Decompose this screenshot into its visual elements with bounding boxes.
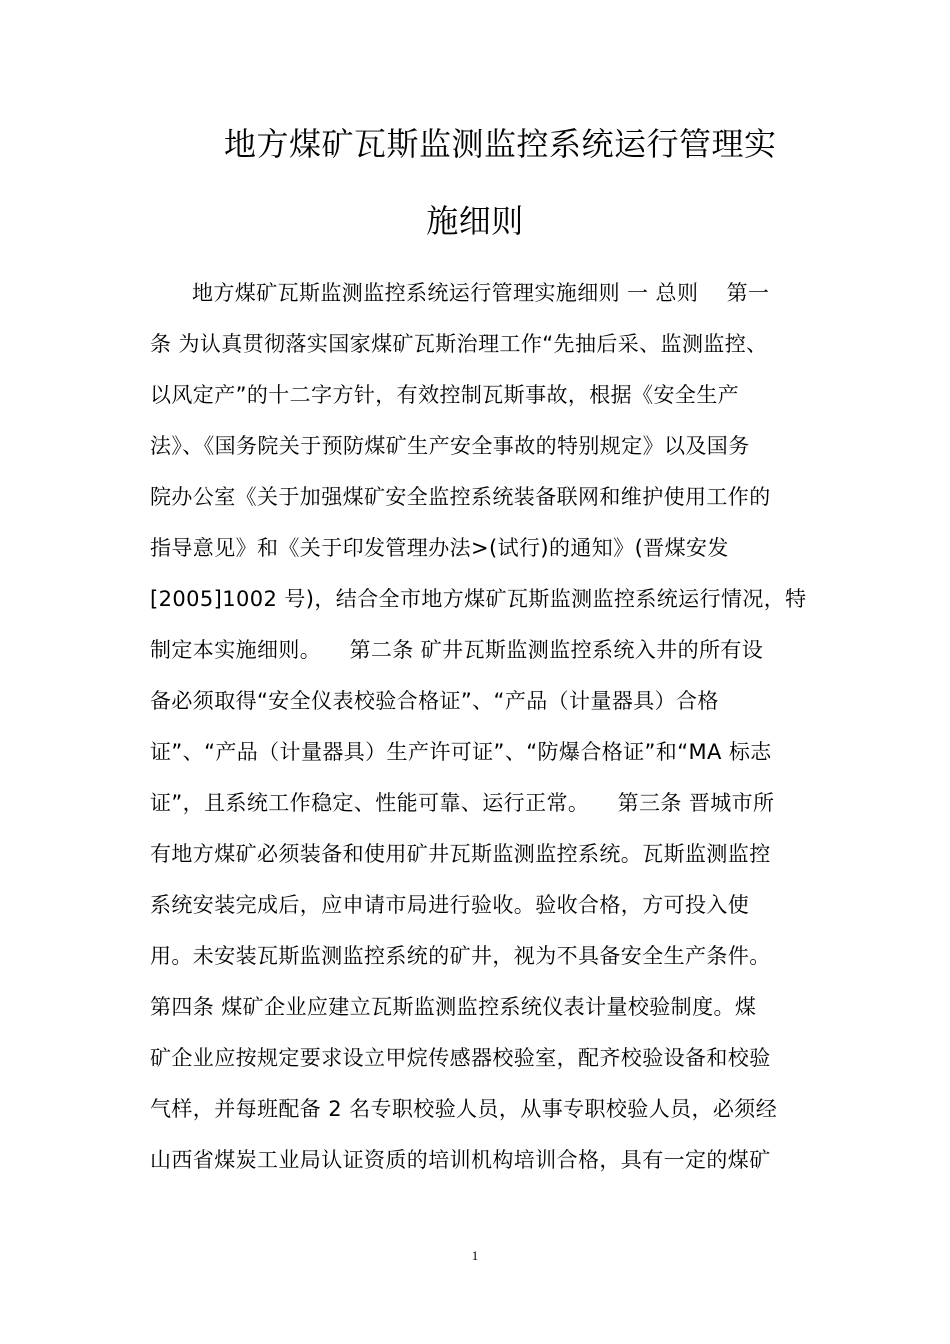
body-line: 院办公室《关于加强煤矿安全监控系统装备联网和维护使用工作的: [150, 485, 771, 509]
body-line: 矿企业应按规定要求设立甲烷传感器校验室，配齐校验设备和校验: [150, 1046, 771, 1070]
document-title-line-1: 地方煤矿瓦斯监测监控系统运行管理实: [224, 125, 777, 163]
body-line: 有地方煤矿必须装备和使用矿井瓦斯监测监控系统。瓦斯监测监控: [150, 842, 771, 866]
body-line: 备必须取得“安全仪表校验合格证”、“产品（计量器具）合格: [150, 689, 719, 713]
body-line: [2005]1002 号)，结合全市地方煤矿瓦斯监测监控系统运行情况，特: [150, 587, 807, 611]
body-line: 气样，并每班配备 2 名专职校验人员，从事专职校验人员，必须经: [150, 1097, 778, 1121]
body-line: 第四条 煤矿企业应建立瓦斯监测监控系统仪表计量校验制度。煤: [150, 995, 757, 1019]
page-number: 1: [471, 1248, 479, 1263]
body-line: 条 为认真贯彻落实国家煤矿瓦斯治理工作“先抽后采、监测监控、: [150, 332, 768, 356]
body-line: 制定本实施细则。 第二条 矿井瓦斯监测监控系统入井的所有设: [150, 638, 764, 662]
body-line: 地方煤矿瓦斯监测监控系统运行管理实施细则 一 总则 第一: [192, 281, 770, 305]
body-line: 山西省煤炭工业局认证资质的培训机构培训合格，具有一定的煤矿: [150, 1148, 771, 1172]
document-title-line-2: 施细则: [426, 202, 524, 240]
body-line: 法》、《国务院关于预防煤矿生产安全事故的特别规定》以及国务: [150, 434, 750, 458]
body-line: 用。未安装瓦斯监测监控系统的矿井，视为不具备安全生产条件。: [150, 944, 771, 968]
body-line: 系统安装完成后，应申请市局进行验收。验收合格，方可投入使: [150, 893, 750, 917]
body-line: 证”、“产品（计量器具）生产许可证”、“防爆合格证”和“MA 标志: [150, 740, 772, 764]
body-line: 证”，且系统工作稳定、性能可靠、运行正常。 第三条 晋城市所: [150, 791, 775, 815]
body-line: 以风定产”的十二字方针，有效控制瓦斯事故，根据《安全生产: [150, 383, 740, 407]
body-line: 指导意见》和《关于印发管理办法>(试行)的通知》(晋煤安发: [150, 536, 729, 560]
